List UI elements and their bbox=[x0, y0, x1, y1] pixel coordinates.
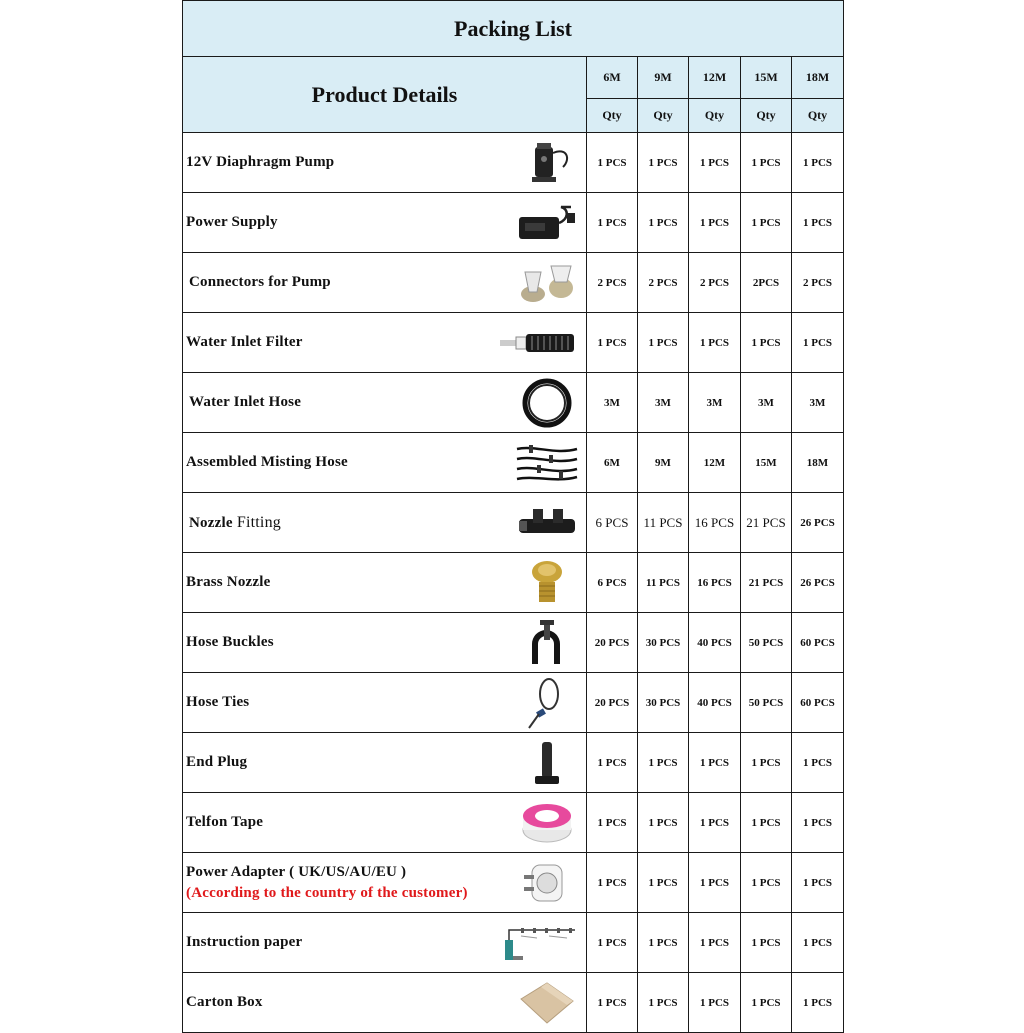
item-name: Power Supply bbox=[186, 214, 278, 230]
qty-cell: 1 PCS bbox=[741, 973, 792, 1033]
table-row bbox=[183, 613, 844, 673]
end-plug-icon bbox=[514, 737, 580, 789]
qty-cell: 1 PCS bbox=[638, 733, 689, 793]
qty-cell: 2 PCS bbox=[792, 253, 844, 313]
qty-cell: 3M bbox=[638, 373, 689, 433]
brass-nozzle-icon bbox=[514, 557, 580, 609]
qty-cell: 60 PCS bbox=[792, 673, 844, 733]
qty-cell: 1 PCS bbox=[741, 793, 792, 853]
table-row bbox=[183, 253, 844, 313]
qty-cell: 1 PCS bbox=[741, 853, 792, 913]
filter-icon bbox=[496, 317, 580, 369]
item-name: End Plug bbox=[186, 754, 248, 770]
item-name: Water Inlet Hose bbox=[189, 394, 302, 410]
qty-cell: 6M bbox=[587, 433, 638, 493]
qty-cell: 16 PCS bbox=[689, 493, 741, 553]
qty-cell: 50 PCS bbox=[741, 673, 792, 733]
qty-cell: 1 PCS bbox=[689, 793, 741, 853]
item-name: 12V Diaphragm Pump bbox=[186, 154, 335, 170]
qty-cell: 12M bbox=[689, 433, 741, 493]
table-row bbox=[183, 673, 844, 733]
qty-cell: 1 PCS bbox=[587, 733, 638, 793]
qty-cell: 1 PCS bbox=[638, 313, 689, 373]
table-row bbox=[183, 133, 844, 193]
qty-cell: 1 PCS bbox=[792, 133, 844, 193]
qty-cell: 9M bbox=[638, 433, 689, 493]
qty-cell: 1 PCS bbox=[587, 193, 638, 253]
tie-icon bbox=[514, 677, 580, 729]
packing-list-table bbox=[182, 0, 844, 1033]
qty-cell: 1 PCS bbox=[792, 733, 844, 793]
qty-cell: 40 PCS bbox=[689, 673, 741, 733]
qty-cell: 18M bbox=[792, 433, 844, 493]
qty-header: Qty bbox=[689, 99, 741, 133]
qty-cell: 30 PCS bbox=[638, 613, 689, 673]
qty-cell: 2 PCS bbox=[587, 253, 638, 313]
customer-country-note: (According to the country of the customer) bbox=[186, 884, 468, 901]
table-title: Packing List bbox=[183, 1, 844, 57]
qty-cell: 2 PCS bbox=[638, 253, 689, 313]
qty-cell: 2PCS bbox=[741, 253, 792, 313]
table-row bbox=[183, 493, 844, 553]
table-row bbox=[183, 313, 844, 373]
size-header-15m: 15M bbox=[741, 57, 792, 99]
item-name: Telfon Tape bbox=[186, 814, 264, 830]
qty-cell: 1 PCS bbox=[587, 133, 638, 193]
carton-icon bbox=[514, 977, 580, 1029]
qty-cell: 1 PCS bbox=[741, 733, 792, 793]
item-name: Brass Nozzle bbox=[186, 574, 271, 590]
qty-cell: 1 PCS bbox=[741, 193, 792, 253]
item-name: Nozzle Fitting bbox=[189, 513, 281, 531]
size-header-18m: 18M bbox=[792, 57, 844, 99]
qty-cell: 1 PCS bbox=[792, 913, 844, 973]
qty-cell: 20 PCS bbox=[587, 613, 638, 673]
qty-cell: 1 PCS bbox=[792, 313, 844, 373]
qty-cell: 1 PCS bbox=[587, 793, 638, 853]
qty-cell: 1 PCS bbox=[741, 913, 792, 973]
qty-cell: 11 PCS bbox=[638, 553, 689, 613]
qty-cell: 1 PCS bbox=[689, 193, 741, 253]
table-row bbox=[183, 433, 844, 493]
qty-cell: 1 PCS bbox=[689, 913, 741, 973]
qty-cell: 1 PCS bbox=[638, 793, 689, 853]
item-name: Hose Buckles bbox=[186, 634, 274, 650]
adapter-icon bbox=[514, 857, 580, 909]
qty-cell: 1 PCS bbox=[689, 133, 741, 193]
qty-header: Qty bbox=[587, 99, 638, 133]
hose-coil-icon bbox=[514, 377, 580, 429]
qty-cell: 26 PCS bbox=[792, 493, 844, 553]
qty-cell: 1 PCS bbox=[689, 313, 741, 373]
product-details-header: Product Details bbox=[183, 57, 587, 133]
item-name: Carton Box bbox=[186, 994, 263, 1010]
qty-cell: 1 PCS bbox=[741, 133, 792, 193]
qty-cell: 1 PCS bbox=[587, 973, 638, 1033]
table-row bbox=[183, 793, 844, 853]
item-name: Water Inlet Filter bbox=[186, 334, 303, 350]
qty-cell: 11 PCS bbox=[638, 493, 689, 553]
qty-cell: 3M bbox=[587, 373, 638, 433]
connectors-icon bbox=[514, 257, 580, 309]
qty-cell: 20 PCS bbox=[587, 673, 638, 733]
qty-cell: 21 PCS bbox=[741, 493, 792, 553]
item-name: Hose Ties bbox=[186, 694, 250, 710]
qty-header: Qty bbox=[792, 99, 844, 133]
buckle-icon bbox=[514, 617, 580, 669]
table-row bbox=[183, 733, 844, 793]
qty-header: Qty bbox=[638, 99, 689, 133]
qty-cell: 3M bbox=[741, 373, 792, 433]
table-row bbox=[183, 853, 844, 913]
qty-header: Qty bbox=[741, 99, 792, 133]
qty-cell: 30 PCS bbox=[638, 673, 689, 733]
instruction-icon bbox=[496, 917, 580, 969]
qty-cell: 26 PCS bbox=[792, 553, 844, 613]
qty-cell: 1 PCS bbox=[638, 193, 689, 253]
power-supply-icon bbox=[514, 197, 580, 249]
qty-cell: 1 PCS bbox=[587, 313, 638, 373]
item-name: Power Adapter ( UK/US/AU/EU ) (According to the country of the customer) bbox=[186, 863, 468, 901]
qty-cell: 16 PCS bbox=[689, 553, 741, 613]
item-name: Instruction paper bbox=[186, 934, 303, 950]
qty-cell: 1 PCS bbox=[689, 733, 741, 793]
qty-cell: 1 PCS bbox=[638, 973, 689, 1033]
qty-cell: 15M bbox=[741, 433, 792, 493]
qty-cell: 1 PCS bbox=[689, 853, 741, 913]
qty-cell: 1 PCS bbox=[587, 913, 638, 973]
pump-icon bbox=[514, 137, 580, 189]
qty-cell: 40 PCS bbox=[689, 613, 741, 673]
table-row bbox=[183, 553, 844, 613]
qty-cell: 1 PCS bbox=[638, 133, 689, 193]
misting-hose-icon bbox=[514, 437, 580, 489]
qty-cell: 50 PCS bbox=[741, 613, 792, 673]
size-header-6m: 6M bbox=[587, 57, 638, 99]
nozzle-fitting-icon bbox=[514, 497, 580, 549]
qty-cell: 1 PCS bbox=[689, 973, 741, 1033]
qty-cell: 3M bbox=[689, 373, 741, 433]
qty-cell: 1 PCS bbox=[792, 973, 844, 1033]
table-row bbox=[183, 913, 844, 973]
item-name: Connectors for Pump bbox=[189, 274, 331, 290]
tape-icon bbox=[514, 797, 580, 849]
qty-cell: 1 PCS bbox=[792, 193, 844, 253]
qty-cell: 6 PCS bbox=[587, 493, 638, 553]
size-header-9m: 9M bbox=[638, 57, 689, 99]
table-row bbox=[183, 193, 844, 253]
qty-cell: 1 PCS bbox=[792, 793, 844, 853]
qty-cell: 6 PCS bbox=[587, 553, 638, 613]
qty-cell: 60 PCS bbox=[792, 613, 844, 673]
qty-cell: 1 PCS bbox=[638, 913, 689, 973]
qty-cell: 1 PCS bbox=[792, 853, 844, 913]
qty-cell: 3M bbox=[792, 373, 844, 433]
item-name: Assembled Misting Hose bbox=[186, 454, 348, 470]
qty-cell: 1 PCS bbox=[741, 313, 792, 373]
size-header-12m: 12M bbox=[689, 57, 741, 99]
table-row bbox=[183, 373, 844, 433]
qty-cell: 1 PCS bbox=[587, 853, 638, 913]
qty-cell: 21 PCS bbox=[741, 553, 792, 613]
qty-cell: 2 PCS bbox=[689, 253, 741, 313]
qty-cell: 1 PCS bbox=[638, 853, 689, 913]
